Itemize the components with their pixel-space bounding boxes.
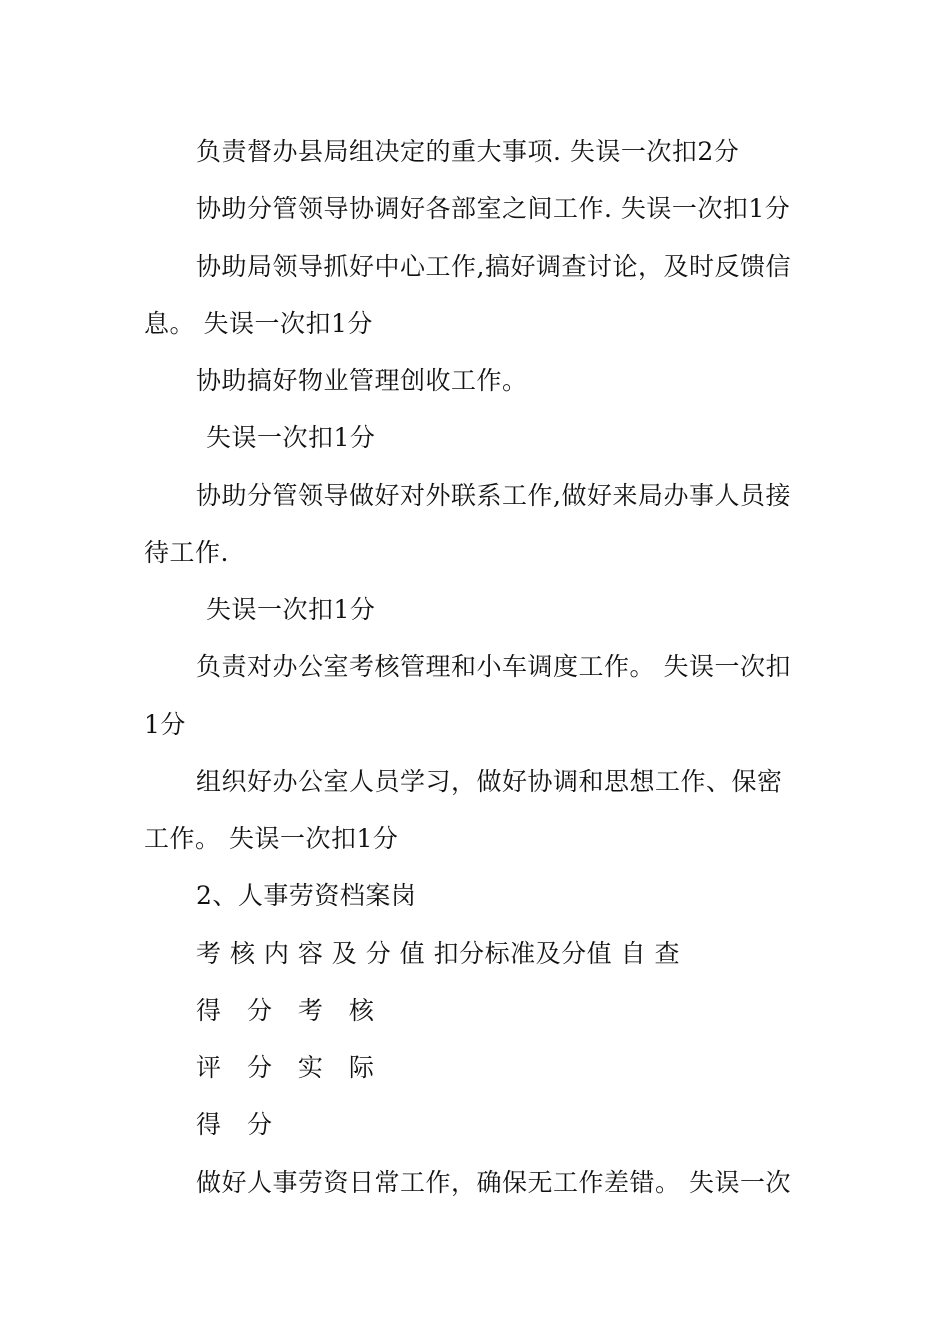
text-line-6: 失误一次扣1分 xyxy=(206,423,376,452)
text-line-4: 息。 失误一次扣1分 xyxy=(144,309,373,338)
text-line-19: 做好人事劳资日常工作，确保无工作差错。 失误一次 xyxy=(196,1168,791,1197)
text-line-3: 协助局领导抓好中心工作,搞好调查讨论，及时反馈信 xyxy=(196,252,791,281)
table-header-line-2: 得 分 考 核 xyxy=(196,996,383,1025)
text-line-2: 协助分管领导协调好各部室之间工作. 失误一次扣1分 xyxy=(196,194,791,223)
text-line-8: 待工作. xyxy=(144,538,229,567)
text-line-11: 1分 xyxy=(144,710,186,739)
table-header-line-3: 评 分 实 际 xyxy=(196,1053,383,1082)
text-line-10: 负责对办公室考核管理和小车调度工作。 失误一次扣 xyxy=(196,652,791,681)
text-line-9: 失误一次扣1分 xyxy=(206,595,376,624)
table-header-line-1: 考 核 内 容 及 分 值 扣分标准及分值 自 查 xyxy=(196,939,681,968)
section-heading: 2、人事劳资档案岗 xyxy=(196,881,417,910)
text-line-7: 协助分管领导做好对外联系工作,做好来局办事人员接 xyxy=(196,481,791,510)
text-line-5: 协助搞好物业管理创收工作。 xyxy=(196,366,528,395)
text-line-12: 组织好办公室人员学习，做好协调和思想工作、保密 xyxy=(196,767,783,796)
text-line-13: 工作。 失误一次扣1分 xyxy=(144,824,399,853)
text-line-1: 负责督办县局组决定的重大事项. 失误一次扣2分 xyxy=(196,137,740,166)
table-header-line-4: 得 分 xyxy=(196,1110,281,1139)
